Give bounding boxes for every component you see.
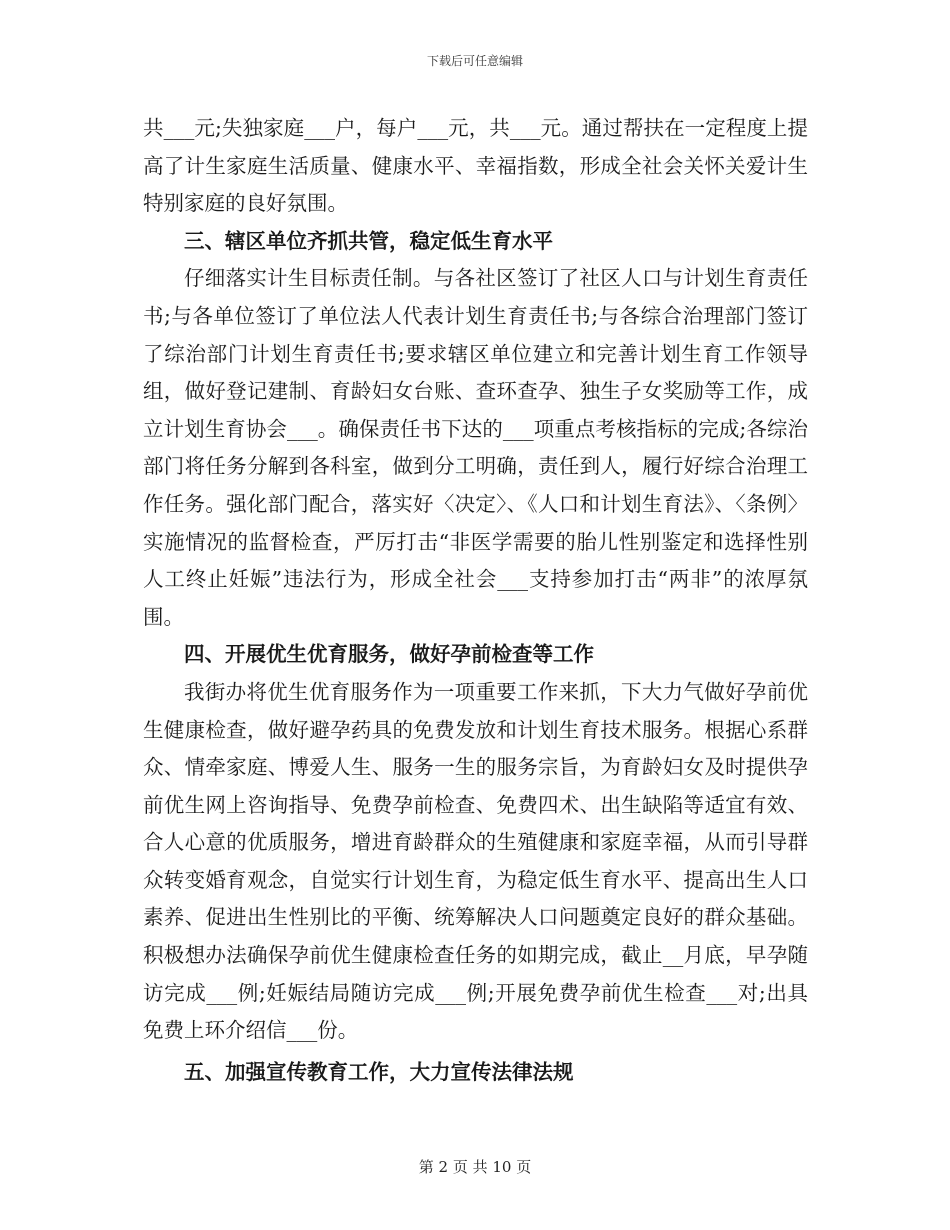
paragraph-3: 我街办将优生优育服务作为一项重要工作来抓，下大力气做好孕前优生健康检查，做好避孕药具的免费发放和计划生育技术服务。根据心系群众、情牵家庭、博爱人生、服务一生的服务宗旨，为育龄妇女及时提供孕前优生网上咨询指导、免费孕前检查、免费四术、出生缺陷等适宜有效、合人心意的优质服务，增进育龄群众的生殖健康和家庭幸福，从而引导群众转变婚育观念，自觉实行计划生育，为稳定低生育水平、提高出生人口素养、促进出生性别比的平衡、统筹解决人口问题奠定良好的群众基础。积极想办法确保孕前优生健康检查任务的如期完成，截止__月底，早孕随访完成___例;妊娠结局随访完成___例;开展免费孕前优生检查___对;出具免费上环介绍信___份。 bbox=[143, 679, 808, 1043]
page-footer: 第 2 页 共 10 页 bbox=[418, 1158, 532, 1176]
page-header: 下载后可任意编辑 bbox=[426, 54, 523, 68]
paragraph-2: 仔细落实计生目标责任制。与各社区签订了社区人口与计划生育责任书;与各单位签订了单位法人代表计划生育责任书;与各综合治理部门签订了综治部门计划生育责任书;要求辖区单位建立和完善计划生育工作领导组，做好登记建制、育龄妇女台账、查环查孕、独生子女奖励等工作，成立计划生育协会___。确保责任书下达的___项重点考核指标的完成;各综治部门将任务分解到各科室，做到分工明确，责任到人，履行好综合治理工作任务。强化部门配合，落实好〈决定〉、《人口和计划生育法》、〈条例〉实施情况的监督检查，严厉打击“非医学需要的胎儿性别鉴定和选择性别人工终止妊娠”违法行为，形成全社会___支持参加打击“两非”的浓厚氛围。 bbox=[143, 266, 808, 629]
document-body bbox=[143, 110, 808, 1091]
section-heading-3: 三、辖区单位齐抓共管，稳定低生育水平 bbox=[184, 228, 553, 253]
section-heading-5: 五、加强宣传教育工作，大力宣传法律法规 bbox=[184, 1059, 574, 1084]
paragraph-1: 共___元;失独家庭___户，每户___元，共___元。通过帮扶在一定程度上提高了计生家庭生活质量、健康水平、幸福指数，形成全社会关怀关爱计生特别家庭的良好氛围。 bbox=[143, 116, 808, 216]
section-heading-4: 四、开展优生优育服务，做好孕前检查等工作 bbox=[184, 642, 594, 667]
